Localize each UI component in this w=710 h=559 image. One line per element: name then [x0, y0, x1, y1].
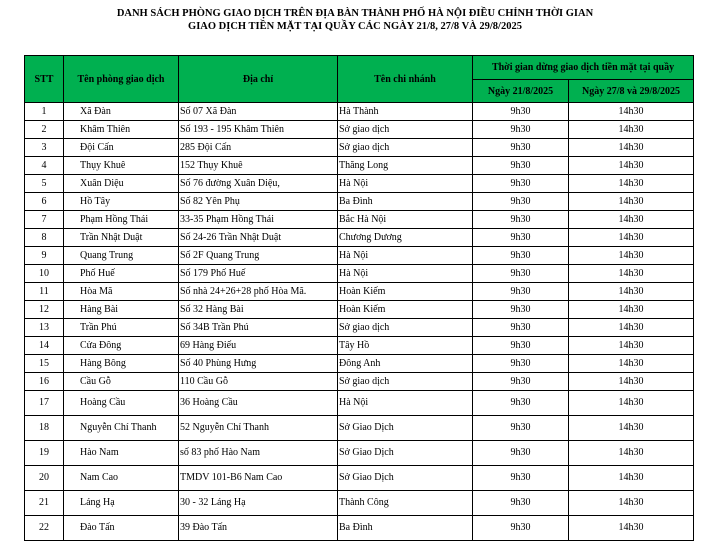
cell-stt: 15 [25, 355, 64, 373]
table-body [25, 103, 694, 541]
cell-time-day-2: 14h30 [569, 265, 694, 283]
cell-address: Số 32 Hàng Bài [179, 301, 338, 319]
cell-address: 39 Đào Tấn [179, 516, 338, 541]
cell-address: 36 Hoàng Cầu [179, 391, 338, 416]
cell-address: số 83 phố Hào Nam [179, 441, 338, 466]
cell-branch: Thăng Long [338, 157, 473, 175]
cell-name: Xuân Diệu [64, 175, 179, 193]
cell-name: Đội Cấn [64, 139, 179, 157]
header-day-2: Ngày 27/8 và 29/8/2025 [569, 80, 694, 103]
cell-name: Thụy Khuê [64, 157, 179, 175]
cell-address: Số 82 Yên Phụ [179, 193, 338, 211]
cell-branch: Sở giao dịch [338, 139, 473, 157]
cell-stt: 14 [25, 337, 64, 355]
cell-time-day-1: 9h30 [473, 121, 569, 139]
table-row [25, 103, 694, 121]
table-row [25, 355, 694, 373]
cell-name: Hồ Tây [64, 193, 179, 211]
cell-branch: Thành Công [338, 491, 473, 516]
cell-time-day-2: 14h30 [569, 157, 694, 175]
cell-time-day-1: 9h30 [473, 265, 569, 283]
cell-time-day-1: 9h30 [473, 229, 569, 247]
cell-name: Hòa Mã [64, 283, 179, 301]
table-row [25, 175, 694, 193]
cell-time-day-2: 14h30 [569, 247, 694, 265]
table-row [25, 283, 694, 301]
cell-time-day-1: 9h30 [473, 247, 569, 265]
table-row [25, 441, 694, 466]
cell-branch: Sở Giao Dịch [338, 416, 473, 441]
cell-name: Trần Phú [64, 319, 179, 337]
table-row [25, 139, 694, 157]
header-branch: Tên chi nhánh [338, 56, 473, 103]
cell-address: Số 76 đường Xuân Diệu, [179, 175, 338, 193]
branch-schedule-table [24, 55, 694, 541]
cell-time-day-1: 9h30 [473, 416, 569, 441]
cell-time-day-1: 9h30 [473, 516, 569, 541]
cell-branch: Hà Thành [338, 103, 473, 121]
cell-time-day-2: 14h30 [569, 229, 694, 247]
cell-time-day-1: 9h30 [473, 466, 569, 491]
cell-time-day-1: 9h30 [473, 283, 569, 301]
cell-branch: Sở giao dịch [338, 121, 473, 139]
cell-name: Xã Đàn [64, 103, 179, 121]
cell-branch: Sở Giao Dịch [338, 466, 473, 491]
cell-address: Số nhà 24+26+28 phố Hòa Mã. [179, 283, 338, 301]
cell-stt: 2 [25, 121, 64, 139]
cell-stt: 20 [25, 466, 64, 491]
cell-branch: Bắc Hà Nội [338, 211, 473, 229]
cell-address: 152 Thụy Khuê [179, 157, 338, 175]
cell-time-day-2: 14h30 [569, 319, 694, 337]
cell-time-day-2: 14h30 [569, 391, 694, 416]
cell-branch: Ba Đình [338, 193, 473, 211]
cell-time-day-2: 14h30 [569, 301, 694, 319]
table-row [25, 121, 694, 139]
cell-branch: Sở giao dịch [338, 319, 473, 337]
cell-stt: 6 [25, 193, 64, 211]
cell-address: TMDV 101-B6 Nam Cao [179, 466, 338, 491]
cell-name: Khâm Thiên [64, 121, 179, 139]
cell-time-day-1: 9h30 [473, 391, 569, 416]
cell-branch: Sở giao dịch [338, 373, 473, 391]
cell-time-day-1: 9h30 [473, 319, 569, 337]
cell-stt: 12 [25, 301, 64, 319]
table-row [25, 157, 694, 175]
cell-address: 69 Hàng Điếu [179, 337, 338, 355]
cell-time-day-1: 9h30 [473, 441, 569, 466]
cell-name: Trần Nhật Duật [64, 229, 179, 247]
cell-branch: Hoàn Kiếm [338, 283, 473, 301]
cell-stt: 13 [25, 319, 64, 337]
cell-branch: Tây Hồ [338, 337, 473, 355]
cell-name: Đào Tấn [64, 516, 179, 541]
cell-time-day-1: 9h30 [473, 355, 569, 373]
cell-name: Hàng Bài [64, 301, 179, 319]
cell-address: Số 07 Xã Đàn [179, 103, 338, 121]
document-title-line-2: GIAO DỊCH TIỀN MẶT TẠI QUẦY CÁC NGÀY 21/8, 27/8 VÀ 29/8/2025 [188, 21, 522, 32]
header-time-group: Thời gian dừng giao dịch tiền mặt tại quầy [473, 56, 694, 80]
cell-time-day-2: 14h30 [569, 466, 694, 491]
cell-branch: Ba Đình [338, 516, 473, 541]
cell-time-day-1: 9h30 [473, 175, 569, 193]
cell-time-day-2: 14h30 [569, 121, 694, 139]
cell-branch: Hà Nội [338, 175, 473, 193]
cell-time-day-2: 14h30 [569, 193, 694, 211]
cell-address: 110 Cầu Gỗ [179, 373, 338, 391]
cell-address: Số 2F Quang Trung [179, 247, 338, 265]
header-stt: STT [25, 56, 64, 103]
cell-name: Cửa Đông [64, 337, 179, 355]
cell-stt: 22 [25, 516, 64, 541]
cell-time-day-1: 9h30 [473, 157, 569, 175]
cell-time-day-1: 9h30 [473, 211, 569, 229]
cell-name: Cầu Gỗ [64, 373, 179, 391]
cell-stt: 16 [25, 373, 64, 391]
cell-branch: Hoàn Kiếm [338, 301, 473, 319]
cell-time-day-1: 9h30 [473, 139, 569, 157]
cell-name: Quang Trung [64, 247, 179, 265]
cell-time-day-1: 9h30 [473, 103, 569, 121]
cell-name: Hào Nam [64, 441, 179, 466]
cell-address: Số 40 Phùng Hưng [179, 355, 338, 373]
cell-stt: 5 [25, 175, 64, 193]
cell-branch: Chương Dương [338, 229, 473, 247]
cell-name: Láng Hạ [64, 491, 179, 516]
cell-stt: 21 [25, 491, 64, 516]
cell-stt: 18 [25, 416, 64, 441]
cell-stt: 8 [25, 229, 64, 247]
cell-name: Nam Cao [64, 466, 179, 491]
cell-branch: Đông Anh [338, 355, 473, 373]
cell-time-day-2: 14h30 [569, 337, 694, 355]
table-row [25, 247, 694, 265]
table-row [25, 491, 694, 516]
cell-branch: Hà Nội [338, 265, 473, 283]
table-row [25, 466, 694, 491]
table-row [25, 391, 694, 416]
header-day-1: Ngày 21/8/2025 [473, 80, 569, 103]
cell-time-day-2: 14h30 [569, 441, 694, 466]
cell-address: 285 Đội Cấn [179, 139, 338, 157]
cell-name: Nguyễn Chí Thanh [64, 416, 179, 441]
cell-address: Số 34B Trần Phú [179, 319, 338, 337]
header-address: Địa chỉ [179, 56, 338, 103]
cell-address: Số 193 - 195 Khâm Thiên [179, 121, 338, 139]
cell-stt: 4 [25, 157, 64, 175]
cell-time-day-2: 14h30 [569, 103, 694, 121]
table-row [25, 416, 694, 441]
table-row [25, 193, 694, 211]
cell-time-day-1: 9h30 [473, 373, 569, 391]
cell-time-day-1: 9h30 [473, 193, 569, 211]
cell-stt: 9 [25, 247, 64, 265]
cell-stt: 1 [25, 103, 64, 121]
cell-time-day-2: 14h30 [569, 491, 694, 516]
cell-time-day-1: 9h30 [473, 491, 569, 516]
table-row [25, 229, 694, 247]
cell-stt: 3 [25, 139, 64, 157]
document-title-line-1: DANH SÁCH PHÒNG GIAO DỊCH TRÊN ĐỊA BÀN THÀNH PHỐ HÀ NỘI ĐIỀU CHỈNH THỜI GIAN [116, 8, 594, 19]
cell-time-day-2: 14h30 [569, 516, 694, 541]
cell-time-day-2: 14h30 [569, 175, 694, 193]
cell-time-day-2: 14h30 [569, 211, 694, 229]
cell-branch: Hà Nội [338, 391, 473, 416]
cell-stt: 7 [25, 211, 64, 229]
cell-time-day-1: 9h30 [473, 337, 569, 355]
cell-time-day-2: 14h30 [569, 416, 694, 441]
table-row [25, 516, 694, 541]
cell-stt: 10 [25, 265, 64, 283]
cell-address: 33-35 Phạm Hồng Thái [179, 211, 338, 229]
cell-address: Số 24-26 Trần Nhật Duật [179, 229, 338, 247]
cell-name: Hoàng Cầu [64, 391, 179, 416]
cell-address: 30 - 32 Láng Hạ [179, 491, 338, 516]
cell-time-day-2: 14h30 [569, 283, 694, 301]
table-row [25, 265, 694, 283]
cell-stt: 19 [25, 441, 64, 466]
cell-time-day-1: 9h30 [473, 301, 569, 319]
cell-name: Hàng Bông [64, 355, 179, 373]
table-row [25, 211, 694, 229]
header-name: Tên phòng giao dịch [64, 56, 179, 103]
table-row [25, 301, 694, 319]
cell-name: Phạm Hồng Thái [64, 211, 179, 229]
cell-stt: 17 [25, 391, 64, 416]
cell-stt: 11 [25, 283, 64, 301]
cell-time-day-2: 14h30 [569, 373, 694, 391]
cell-time-day-2: 14h30 [569, 355, 694, 373]
cell-address: Số 179 Phố Huế [179, 265, 338, 283]
cell-name: Phố Huế [64, 265, 179, 283]
cell-time-day-2: 14h30 [569, 139, 694, 157]
cell-branch: Sở Giao Dịch [338, 441, 473, 466]
table-row [25, 337, 694, 355]
table-row [25, 373, 694, 391]
cell-address: 52 Nguyễn Chí Thanh [179, 416, 338, 441]
cell-branch: Hà Nội [338, 247, 473, 265]
table-row [25, 319, 694, 337]
